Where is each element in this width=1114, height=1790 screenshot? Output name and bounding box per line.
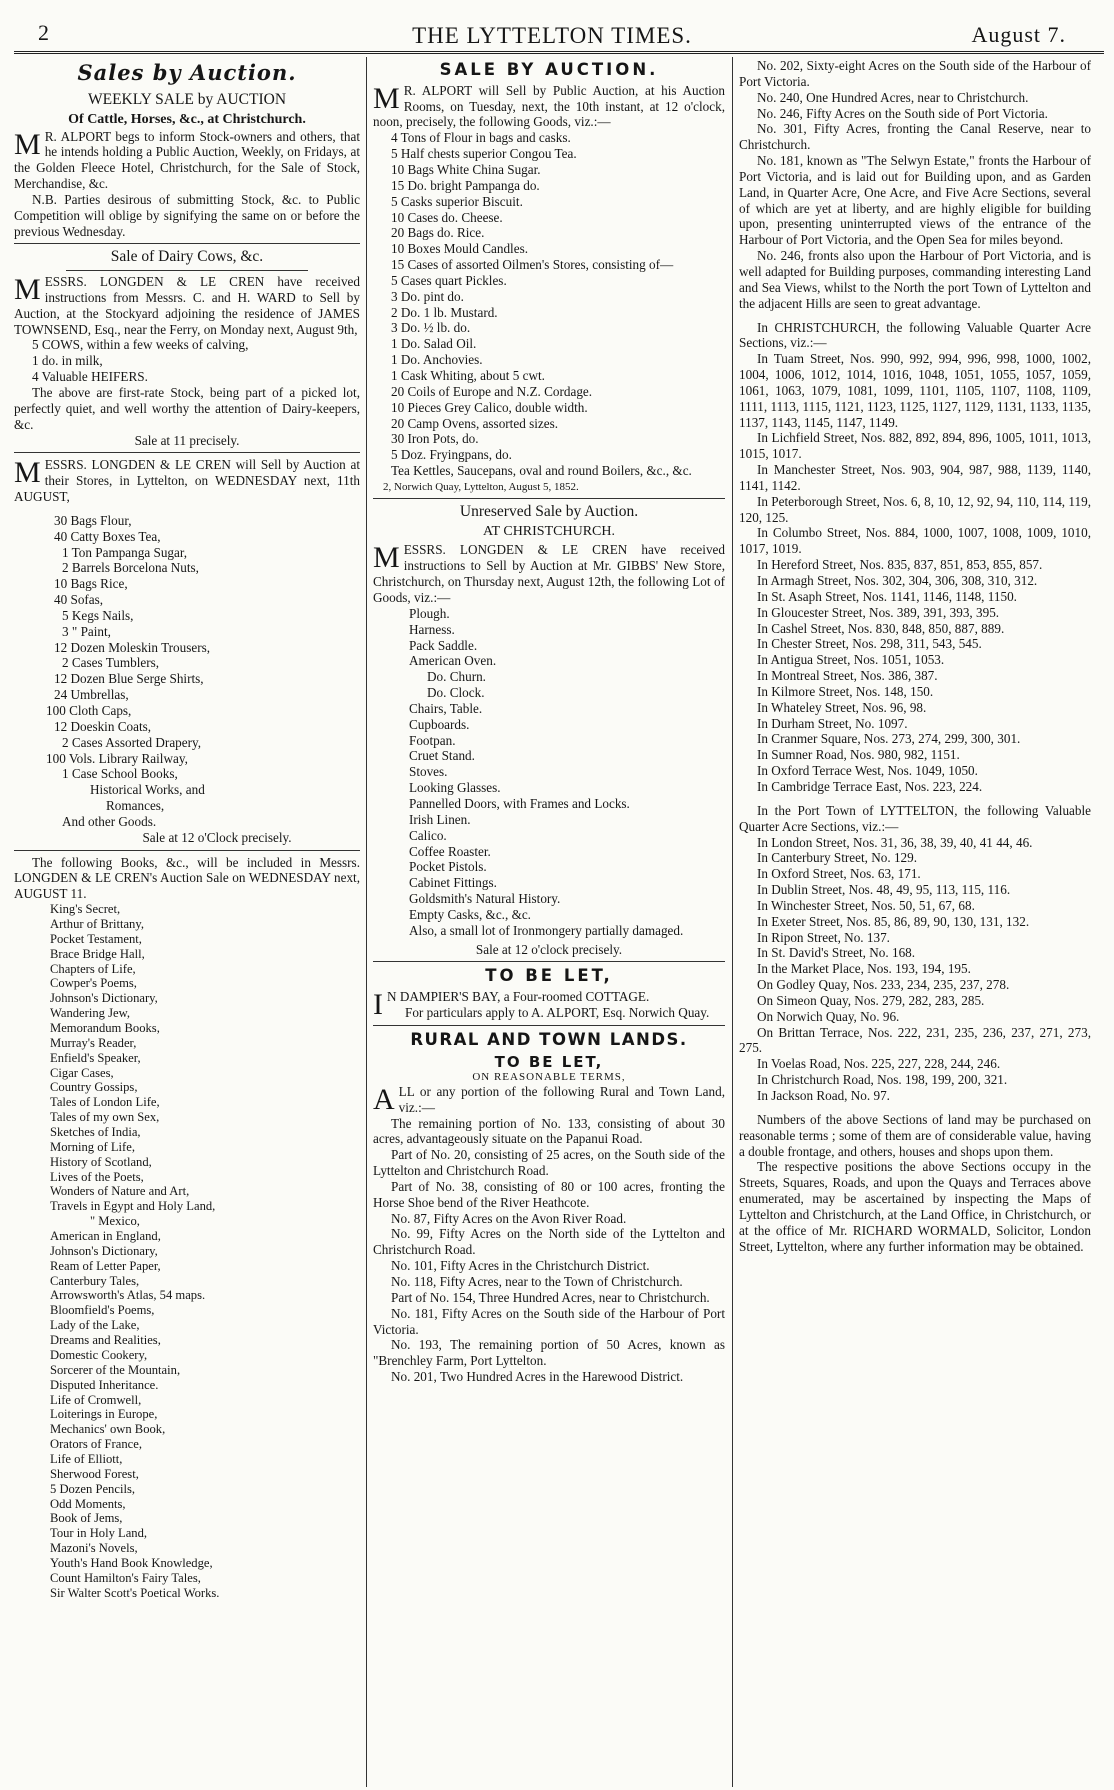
list-item: Tea Kettles, Saucepans, oval and round Boilers, &c., &c. bbox=[391, 463, 692, 479]
section-item: In Lichfield Street, Nos. 882, 892, 894, 896, 1005, 1011, 1013, 1015, 1017. bbox=[739, 430, 1091, 462]
book-item: King's Secret, bbox=[50, 902, 121, 917]
book-item: Country Gossips, bbox=[50, 1080, 138, 1095]
list-item: Harness. bbox=[409, 621, 455, 637]
section-item: In Oxford Street, Nos. 63, 171. bbox=[757, 866, 921, 882]
section-item: In St. Asaph Street, Nos. 1141, 1146, 1148, 1150. bbox=[757, 588, 1017, 604]
land-item: No. 181, Fifty Acres on the South side of the Harbour of Port Victoria. bbox=[373, 1305, 725, 1337]
item-list bbox=[373, 130, 725, 479]
section-item: In Montreal Street, Nos. 386, 387. bbox=[757, 668, 938, 684]
ad-terms: ON REASONABLE TERMS, bbox=[472, 1070, 626, 1083]
list-item: 12 Dozen Blue Serge Shirts, bbox=[54, 671, 204, 687]
book-item: Lives of the Poets, bbox=[50, 1169, 144, 1184]
ad-body: M R. ALPORT begs to inform Stock-owners and others, that he intends holding a Public Auction, Weekly, on Fridays, at the Golden Fleece Hotel, Christchurch, for the Sale of Stock, Merchandise, &c. bbox=[14, 127, 360, 192]
book-item: Johnson's Dictionary, bbox=[50, 1243, 158, 1258]
list-item: 2 Barrels Borcelona Nuts, bbox=[62, 560, 199, 576]
book-item: Memorandum Books, bbox=[50, 1021, 160, 1036]
list-item: Chairs, Table. bbox=[409, 700, 483, 716]
book-item: Cigar Cases, bbox=[50, 1065, 114, 1080]
drop-cap: M bbox=[373, 81, 400, 115]
ad-body: MESSRS. LONGDEN & LE CREN will Sell by Auction at their Stores, in Lyttelton, on WEDNESDAY next, 11th AUGUST, bbox=[14, 456, 360, 505]
list-item: Irish Linen. bbox=[409, 811, 471, 827]
list-item: 12 Doeskin Coats, bbox=[54, 718, 152, 734]
ad-address: 2, Norwich Quay, Lyttelton, August 5, 1852. bbox=[383, 480, 579, 493]
list-item: 4 Tons of Flour in bags and casks. bbox=[391, 130, 571, 146]
land-item: No. 201, Two Hundred Acres in the Harewood District. bbox=[391, 1369, 684, 1385]
ad-divider bbox=[373, 1025, 725, 1026]
list-item: Historical Works, and bbox=[90, 782, 205, 798]
page-number: 2 bbox=[38, 20, 49, 45]
book-item: Book of Jems, bbox=[50, 1511, 123, 1526]
book-item: Orators of France, bbox=[50, 1437, 142, 1452]
section-item: In Manchester Street, Nos. 903, 904, 987, 988, 1139, 1140, 1141, 1142. bbox=[739, 462, 1091, 493]
masthead-rule bbox=[14, 51, 1104, 54]
section-item: In Dublin Street, Nos. 48, 49, 95, 113, 115, 116. bbox=[757, 882, 1011, 898]
ad-divider bbox=[373, 498, 725, 499]
column-divider bbox=[732, 57, 733, 1787]
list-item: 1 Do. Anchovies. bbox=[391, 352, 483, 368]
section-item: In Christchurch Road, Nos. 198, 199, 200, 321. bbox=[757, 1072, 1008, 1088]
book-item: Brace Bridge Hall, bbox=[50, 946, 145, 961]
sale-time: Sale at 12 o'Clock precisely. bbox=[142, 829, 292, 845]
list-item: 10 Boxes Mould Candles. bbox=[391, 241, 529, 257]
masthead bbox=[38, 20, 1066, 50]
land-list bbox=[373, 1116, 725, 1385]
lyttelton-sections bbox=[739, 835, 1091, 1104]
list-item: Pannelled Doors, with Frames and Locks. bbox=[409, 795, 630, 811]
list-item: 100 Vols. Library Railway, bbox=[46, 750, 188, 766]
list-item: 20 Coils of Europe and N.Z. Cordage. bbox=[391, 383, 593, 399]
land-item: No. 118, Fifty Acres, near to the Town of Christchurch. bbox=[391, 1274, 683, 1289]
list-item: 30 Bags Flour, bbox=[54, 512, 132, 528]
list-item: 15 Cases of assorted Oilmen's Stores, consisting of— bbox=[391, 257, 674, 273]
list-item: Plough. bbox=[409, 605, 450, 621]
section-item: In St. David's Street, No. 168. bbox=[757, 945, 916, 961]
drop-cap: M bbox=[14, 127, 41, 161]
book-item: Travels in Egypt and Holy Land, bbox=[50, 1199, 216, 1214]
section-item: In Cranmer Square, Nos. 273, 274, 299, 300, 301. bbox=[757, 731, 1021, 747]
book-list bbox=[14, 902, 360, 1600]
book-item: 5 Dozen Pencils, bbox=[50, 1481, 135, 1496]
ad-note: The above are first-rate Stock, being part of a picked lot, perfectly quiet, and well worthy the attention of Dairy-keepers, &c. bbox=[14, 384, 360, 432]
ad-title: WEEKLY SALE by AUCTION bbox=[87, 91, 287, 109]
list-item: Pack Saddle. bbox=[409, 637, 478, 653]
book-item: Sir Walter Scott's Poetical Works. bbox=[50, 1585, 220, 1600]
book-item: Loiterings in Europe, bbox=[50, 1407, 158, 1422]
section-item: On Brittan Terrace, Nos. 222, 231, 235, 236, 237, 271, 273, 275. bbox=[739, 1024, 1091, 1056]
closing-notes bbox=[739, 1112, 1091, 1255]
section-intro: In the Port Town of LYTTELTON, the following Valuable Quarter Acre Sections, viz.:— bbox=[739, 802, 1091, 834]
column-2 bbox=[373, 58, 725, 1786]
list-item: 20 Camp Ovens, assorted sizes. bbox=[391, 415, 559, 431]
ad-title: Sale of Dairy Cows, &c. bbox=[110, 248, 264, 266]
list-item: 40 Sofas, bbox=[54, 592, 104, 608]
ad-title: RURAL AND TOWN LANDS. bbox=[410, 1029, 688, 1049]
item-list bbox=[373, 606, 725, 939]
section-item: On Simeon Quay, Nos. 279, 282, 283, 285. bbox=[757, 992, 985, 1008]
list-item: 10 Bags Rice, bbox=[54, 576, 128, 592]
list-item: Romances, bbox=[106, 798, 165, 814]
book-item: Chapters of Life, bbox=[50, 961, 136, 976]
list-item: 1 Cask Whiting, about 5 cwt. bbox=[391, 367, 545, 383]
land-item: No. 246, fronts also upon the Harbour of Port Victoria, and is well adapted for Building purposes, commanding interesting Land and Sea Views, whilst to the North the port Town of Lyttelton and the adjacent Hills are seen to great advantage. bbox=[739, 248, 1091, 311]
book-item: Life of Cromwell, bbox=[50, 1392, 142, 1407]
book-item: Tour in Holy Land, bbox=[50, 1526, 148, 1541]
list-item: 5 Doz. Fryingpans, do. bbox=[391, 447, 512, 463]
drop-cap: M bbox=[373, 541, 400, 575]
column-divider bbox=[366, 57, 367, 1787]
section-item: In Sumner Road, Nos. 980, 982, 1151. bbox=[757, 747, 960, 763]
list-item: 20 Bags do. Rice. bbox=[391, 225, 485, 241]
drop-cap: M bbox=[14, 456, 41, 490]
list-item: 3 " Paint, bbox=[62, 623, 111, 639]
list-item: 5 Cases quart Pickles. bbox=[391, 272, 507, 288]
ad-title: SALE BY AUCTION. bbox=[439, 60, 659, 79]
list-item: 10 Pieces Grey Calico, double width. bbox=[391, 399, 588, 415]
book-item: Sorcerer of the Mountain, bbox=[50, 1362, 181, 1377]
item-list bbox=[14, 513, 360, 830]
ad-body: ALL or any portion of the following Rural and Town Land, viz.:— bbox=[373, 1082, 725, 1116]
closing-paragraph: Numbers of the above Sections of land may be purchased on reasonable terms ; some of them are of considerable value, having a double frontage, and others, houses and shops upon them. bbox=[739, 1111, 1091, 1159]
book-item: Canterbury Tales, bbox=[50, 1273, 140, 1288]
section-intro: In CHRISTCHURCH, the following Valuable Quarter Acre Sections, viz.:— bbox=[739, 319, 1091, 351]
ad-divider bbox=[14, 452, 360, 453]
book-item: Bloomfield's Poems, bbox=[50, 1303, 155, 1318]
section-item: In Oxford Terrace West, Nos. 1049, 1050. bbox=[757, 763, 978, 779]
list-item: Goldsmith's Natural History. bbox=[409, 891, 561, 907]
section-item: In Whateley Street, Nos. 96, 98. bbox=[757, 699, 927, 715]
section-item: In Hereford Street, Nos. 835, 837, 851, 853, 855, 857. bbox=[757, 557, 1043, 573]
ad-subtitle: Of Cattle, Horses, &c., at Christchurch. bbox=[68, 111, 306, 127]
book-item: Life of Elliott, bbox=[50, 1451, 123, 1466]
list-item: 1 Ton Pampanga Sugar, bbox=[62, 544, 188, 560]
book-item: Cowper's Poems, bbox=[50, 976, 137, 991]
ad-body: I N DAMPIER'S BAY, a Four-roomed COTTAGE. bbox=[373, 988, 650, 1022]
books-intro: The following Books, &c., will be included in Messrs. LONGDEN & LE CREN's Auction Sale on WEDNESDAY next, AUGUST 11. bbox=[14, 854, 360, 902]
book-item: Count Hamilton's Fairy Tales, bbox=[50, 1570, 201, 1585]
list-item: 10 Cases do. Cheese. bbox=[391, 209, 503, 225]
section-item: In Columbo Street, Nos. 884, 1000, 1007, 1008, 1009, 1010, 1017, 1019. bbox=[739, 525, 1091, 557]
list-item: Cupboards. bbox=[409, 716, 470, 732]
list-item: 5 Casks superior Biscuit. bbox=[391, 193, 523, 209]
ad-title: Unreserved Sale by Auction. bbox=[459, 503, 639, 521]
land-list bbox=[739, 58, 1091, 312]
section-item: In Canterbury Street, No. 129. bbox=[757, 850, 918, 866]
book-item: Sherwood Forest, bbox=[50, 1466, 139, 1481]
section-item: In Winchester Street, Nos. 50, 51, 67, 68. bbox=[757, 897, 975, 913]
land-item: No. 240, One Hundred Acres, near to Christchurch. bbox=[757, 89, 1029, 105]
ad-body: MESSRS. LONGDEN & LE CREN have received instructions from Messrs. C. and H. WARD to Sell by Auction, at the Stockyard adjoining the residence of JAMES TOWNSEND, Esq., near the Ferry, on Monday next, August 9th, bbox=[14, 273, 360, 337]
section-item: In Ripon Street, No. 137. bbox=[757, 929, 890, 945]
book-item: Johnson's Dictionary, bbox=[50, 991, 158, 1006]
list-item: 24 Umbrellas, bbox=[54, 687, 129, 703]
book-item: Murray's Reader, bbox=[50, 1035, 137, 1050]
section-item: In Exeter Street, Nos. 85, 86, 89, 90, 130, 131, 132. bbox=[757, 913, 1030, 929]
section-item: In Tuam Street, Nos. 990, 992, 994, 996, 998, 1000, 1002, 1004, 1006, 1012, 1014, 1016, 1048, 1051, 1055, 1057, 1059, 1061, 1063, 1079, 1081, 1099, 1101, 1105, 1107, 1108, 1109, 1111, 1113, 1115, 1121, 1123, 1125, 1127, 1129, 1131, 1133, 1135, 1137, 1143, 1145, 1147, 1149. bbox=[739, 351, 1091, 430]
section-item: In Peterborough Street, Nos. 6, 8, 10, 12, 92, 94, 110, 114, 119, 120, 125. bbox=[739, 493, 1091, 525]
list-item: And other Goods. bbox=[62, 813, 157, 829]
newspaper-title: THE LYTTELTON TIMES. bbox=[412, 23, 692, 48]
section-item: In Gloucester Street, Nos. 389, 391, 393, 395. bbox=[757, 604, 1000, 620]
ad-note: N.B. Parties desirous of submitting Stock, &c. to Public Competition will oblige by signifying the same on or before the previous Wednesday. bbox=[14, 191, 360, 239]
book-item: Youth's Hand Book Knowledge, bbox=[50, 1555, 213, 1570]
book-item: Dreams and Realities, bbox=[50, 1333, 161, 1348]
ad-body: MESSRS. LONGDEN & LE CREN have received instructions to Sell by Auction at Mr. GIBBS' New Store, Christchurch, on Thursday next, August 12th, the following Lot of Goods, viz.:— bbox=[373, 541, 725, 605]
list-item: Pocket Pistols. bbox=[409, 859, 487, 875]
section-item: In Cambridge Terrace East, Nos. 223, 224. bbox=[757, 778, 983, 794]
column-1 bbox=[14, 58, 360, 1786]
ad-divider bbox=[14, 850, 360, 851]
book-item: Domestic Cookery, bbox=[50, 1347, 148, 1362]
land-item: No. 202, Sixty-eight Acres on the South side of the Harbour of Port Victoria. bbox=[739, 58, 1091, 89]
list-item: Cruet Stand. bbox=[409, 748, 475, 764]
list-item: Empty Casks, &c., &c. bbox=[409, 906, 531, 922]
section-item: In Armagh Street, Nos. 302, 304, 306, 308, 310, 312. bbox=[757, 573, 1038, 588]
land-item: No. 181, known as "The Selwyn Estate," fronts the Harbour of Port Victoria, and is laid out for Building upon, and as Garden Land, in Quarter Acre, One Acre, and Five Acre Sections, several of which are yet at liberty, and are highly eligible for building upon, presenting uninterrupted views of the entrance of the Harbour of Port Victoria, and the Open Sea for miles beyond. bbox=[739, 153, 1091, 248]
book-item: Enfield's Speaker, bbox=[50, 1050, 141, 1065]
list-item: 5 Half chests superior Congou Tea. bbox=[391, 146, 577, 162]
book-item: Lady of the Lake, bbox=[50, 1318, 140, 1333]
book-item: Ream of Letter Paper, bbox=[50, 1258, 161, 1273]
book-item: Tales of London Life, bbox=[50, 1095, 160, 1110]
title-rule bbox=[66, 270, 308, 271]
book-item: Disputed Inheritance. bbox=[50, 1377, 159, 1392]
section-item: In Jackson Road, No. 97. bbox=[757, 1088, 890, 1103]
list-item: 10 Bags White China Sugar. bbox=[391, 162, 541, 178]
book-item: Odd Moments, bbox=[50, 1496, 126, 1511]
land-item: Part of No. 20, consisting of 25 acres, on the South side of the Lyttelton and Christchurch Road. bbox=[373, 1147, 725, 1179]
list-item: 30 Iron Pots, do. bbox=[391, 431, 479, 447]
section-item: In Antigua Street, Nos. 1051, 1053. bbox=[757, 652, 945, 668]
land-item: The remaining portion of No. 133, consisting of about 30 acres, advantageously situate on the Papanui Road. bbox=[373, 1115, 725, 1147]
ad-title: TO BE LET, bbox=[485, 966, 613, 986]
book-item: History of Scotland, bbox=[50, 1154, 152, 1169]
list-item: American Oven. bbox=[409, 653, 497, 669]
list-item: 2 Cases Tumblers, bbox=[62, 655, 160, 671]
book-item: American in England, bbox=[50, 1229, 161, 1244]
book-item: " Mexico, bbox=[90, 1214, 140, 1229]
ad-body: M R. ALPORT will Sell by Public Auction, at his Auction Rooms, on Tuesday, next, the 10th instant, at 12 o'clock, noon, precisely, the following Goods, viz.:— bbox=[373, 81, 725, 130]
column-3 bbox=[739, 58, 1091, 1786]
book-item: Mechanics' own Book, bbox=[50, 1422, 166, 1437]
list-item: Looking Glasses. bbox=[409, 780, 501, 796]
section-item: In London Street, Nos. 31, 36, 38, 39, 40, 41 44, 46. bbox=[757, 834, 1033, 850]
list-item: 5 Kegs Nails, bbox=[62, 607, 134, 623]
list-item: 3 Do. pint do. bbox=[391, 288, 464, 304]
book-item: Arrowsworth's Atlas, 54 maps. bbox=[50, 1288, 206, 1303]
list-item: 15 Do. bright Pampanga do. bbox=[391, 177, 540, 193]
list-item: Stoves. bbox=[409, 764, 448, 780]
list-item: Do. Clock. bbox=[427, 685, 485, 701]
section-item: On Godley Quay, Nos. 233, 234, 235, 237, 278. bbox=[757, 977, 1010, 993]
list-item: 1 do. in milk, bbox=[32, 353, 103, 369]
land-item: Part of No. 154, Three Hundred Acres, near to Christchurch. bbox=[391, 1289, 710, 1305]
drop-cap: M bbox=[14, 273, 41, 307]
land-item: Part of No. 38, consisting of 80 or 100 acres, fronting the Horse Shoe bend of the River Heathcote. bbox=[373, 1178, 725, 1210]
section-heading: Sales by Auction. bbox=[77, 60, 297, 85]
section-item: In Cashel Street, Nos. 830, 848, 850, 887, 889. bbox=[757, 620, 1005, 636]
land-item: No. 99, Fifty Acres on the North side of the Lyttelton and Christchurch Road. bbox=[373, 1226, 725, 1258]
section-item: In Kilmore Street, Nos. 148, 150. bbox=[757, 683, 934, 699]
section-item: In Chester Street, Nos. 298, 311, 543, 545. bbox=[757, 636, 982, 652]
list-item: 2 Do. 1 lb. Mustard. bbox=[391, 304, 498, 320]
list-item: 40 Catty Boxes Tea, bbox=[54, 528, 161, 544]
book-item: Sketches of India, bbox=[50, 1125, 141, 1140]
list-item: Cabinet Fittings. bbox=[409, 875, 497, 891]
ad-divider bbox=[14, 243, 360, 244]
land-item: No. 246, Fifty Acres on the South side of Port Victoria. bbox=[757, 105, 1048, 121]
book-item: Tales of my own Sex, bbox=[50, 1110, 160, 1125]
list-item: Footpan. bbox=[409, 732, 456, 748]
land-item: No. 101, Fifty Acres in the Christchurch District. bbox=[391, 1258, 650, 1274]
book-item: Wonders of Nature and Art, bbox=[50, 1184, 190, 1199]
list-item: Also, a small lot of Ironmongery partially damaged. bbox=[409, 922, 684, 938]
list-item: Calico. bbox=[409, 827, 447, 843]
book-item: Mazoni's Novels, bbox=[50, 1541, 138, 1556]
book-item: Morning of Life, bbox=[50, 1139, 135, 1154]
land-item: No. 193, The remaining portion of 50 Acres, known as "Brenchley Farm, Port Lyttelton. bbox=[373, 1337, 725, 1369]
land-item: No. 87, Fifty Acres on the Avon River Road. bbox=[391, 1210, 627, 1226]
issue-date: August 7. bbox=[971, 22, 1066, 47]
book-item: Wandering Jew, bbox=[50, 1006, 131, 1021]
book-item: Pocket Testament, bbox=[50, 931, 142, 946]
list-item: 2 Cases Assorted Drapery, bbox=[62, 734, 202, 750]
ad-subtitle: AT CHRISTCHURCH. bbox=[483, 523, 615, 539]
section-item: On Norwich Quay, No. 96. bbox=[757, 1008, 900, 1024]
list-item: 3 Do. ½ lb. do. bbox=[391, 320, 471, 336]
list-item: 1 Do. Salad Oil. bbox=[391, 336, 477, 352]
christchurch-sections bbox=[739, 351, 1091, 795]
list-item: Coffee Roaster. bbox=[409, 843, 491, 859]
sale-time: Sale at 12 o'clock precisely. bbox=[475, 941, 623, 957]
book-item: Arthur of Brittany, bbox=[50, 917, 144, 931]
closing-paragraph: The respective positions the above Sections occupy in the Streets, Squares, Roads, and upon the Quays and Terraces above enumerated, may be ascertained by inspecting the Maps of Lyttelton and Christchurch, at the Land Office, in Christchurch, or at the office of Mr. RICHARD WORMALD, Solicitor, London Street, Lyttelton, where any further information may be obtained. bbox=[739, 1159, 1091, 1254]
item-list bbox=[14, 337, 360, 385]
drop-cap: A bbox=[373, 1082, 395, 1116]
list-item: 1 Case School Books, bbox=[62, 766, 178, 782]
list-item: 100 Cloth Caps, bbox=[46, 703, 132, 719]
list-item: Do. Churn. bbox=[427, 669, 486, 685]
list-item: 12 Dozen Moleskin Trousers, bbox=[54, 639, 211, 655]
section-item: In Voelas Road, Nos. 225, 227, 228, 244, 246. bbox=[757, 1056, 1001, 1072]
section-item: In Durham Street, No. 1097. bbox=[757, 715, 908, 731]
ad-note: For particulars apply to A. ALPORT, Esq. Norwich Quay. bbox=[405, 1005, 710, 1021]
land-item: No. 301, Fifty Acres, fronting the Canal Reserve, near to Christchurch. bbox=[739, 121, 1091, 153]
ad-divider bbox=[373, 961, 725, 962]
drop-cap: I bbox=[373, 988, 383, 1022]
section-item: In the Market Place, Nos. 193, 194, 195. bbox=[757, 961, 971, 977]
ad-subtitle: TO BE LET, bbox=[494, 1052, 604, 1071]
list-item: 5 COWS, within a few weeks of calving, bbox=[32, 337, 249, 353]
sale-time: Sale at 11 precisely. bbox=[134, 432, 240, 448]
list-item: 4 Valuable HEIFERS. bbox=[32, 369, 148, 385]
